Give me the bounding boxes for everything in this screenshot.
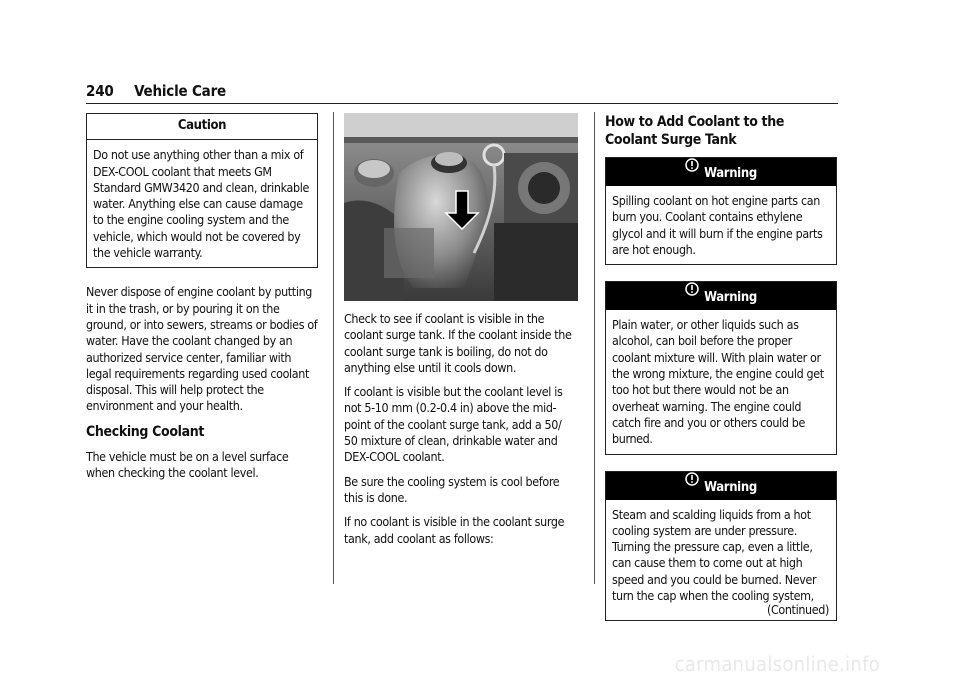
warning-icon xyxy=(685,472,699,486)
warning-title-3 xyxy=(606,472,836,500)
header-rule xyxy=(86,103,838,104)
caution-title: Caution xyxy=(87,114,317,140)
warning-icon xyxy=(685,158,699,172)
no-coolant-paragraph: If no coolant is visible in the coolant surge tank, add coolant as follows: xyxy=(344,514,565,546)
warning-label: Warning xyxy=(704,166,757,181)
footer xyxy=(0,650,960,678)
warning-text-1: Spilling coolant on hot engine parts can burn you. Coolant contains ethylene glycol and it will burn if the engine parts are hot enough. xyxy=(612,193,823,257)
page-number: 240 xyxy=(86,82,114,100)
level-surface-paragraph: The vehicle must be on a level surface when checking the coolant level. xyxy=(86,448,289,481)
checking-coolant-heading: Checking Coolant xyxy=(86,423,205,440)
continued-label: (Continued) xyxy=(766,602,829,618)
engine-coolant-surge-tank-photo xyxy=(344,113,578,301)
warning-box-3 xyxy=(605,471,837,621)
caution-text: Do not use anything other than a mix of DEX-COOL coolant that meets GM Standard GMW3420 and clean, drinkable water. Anything else can cause damage to the engine cooling system and the vehicle, which would not be covered by the vehicle warranty. xyxy=(93,147,309,261)
caution-box xyxy=(86,113,318,268)
column-1 xyxy=(86,113,318,489)
check-visible-paragraph: Check to see if coolant is visible in the coolant surge tank. If the coolant inside the coolant surge tank is boiling, do not do anything else until it cools down. xyxy=(344,311,572,375)
warning-label: Warning xyxy=(704,290,757,306)
cool-before-paragraph: Be sure the cooling system is cool before this is done. xyxy=(344,473,560,505)
warning-icon xyxy=(685,282,699,296)
warning-box-2 xyxy=(605,281,837,454)
column-divider-2 xyxy=(594,112,595,584)
warning-text-3-body: Steam and scalding liquids from a hot cooling system are under pressure. Turning the pressure cap, even a little, can cause them to come out at high speed and you could be burned. Never turn the cap when the cooling system, xyxy=(612,506,817,604)
section-title: Vehicle Care xyxy=(134,82,226,100)
warning-title-2 xyxy=(606,282,836,310)
column-2 xyxy=(344,113,576,555)
page-header xyxy=(86,82,226,100)
warning-label: Warning xyxy=(704,479,757,495)
warning-text-2: Plain water, or other liquids such as alcohol, can boil before the proper coolant mixture will. With plain water or the wrong mixture, the engine could get too hot but there would not be an overheat warning. The engine could catch fire and you or others could be burned. xyxy=(612,317,824,447)
column-divider-1 xyxy=(333,112,334,584)
add-coolant-heading: How to Add Coolant to the Coolant Surge Tank xyxy=(605,114,785,148)
disposal-paragraph: Never dispose of engine coolant by putting it in the trash, or by pouring it on the ground, or into sewers, streams or bodies of water. Have the coolant changed by an authorized service center, familiar with legal requirements regarding used coolant disposal. This will help protect the environment and your health. xyxy=(86,284,318,414)
watermark-text: carmanualsonline.info xyxy=(674,652,880,676)
warning-text-3 xyxy=(606,500,836,620)
warning-title-1 xyxy=(606,158,836,186)
column-3 xyxy=(605,113,837,621)
coolant-level-paragraph: If coolant is visible but the coolant level is not 5-10 mm (0.2-0.4 in) above the mid-point of the coolant surge tank, add a 50/ 50 mixture of clean, drinkable water and DEX-COOL coolant. xyxy=(344,384,563,465)
warning-box-1 xyxy=(605,157,837,265)
